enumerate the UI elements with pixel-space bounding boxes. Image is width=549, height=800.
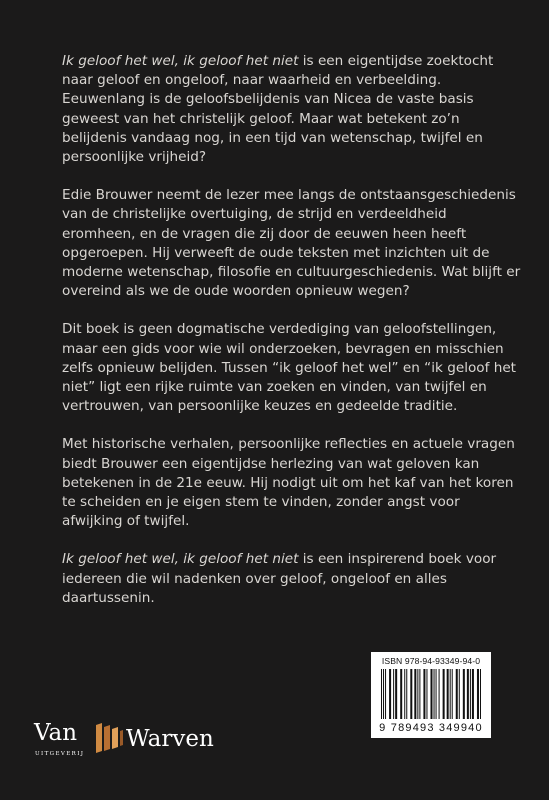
blurb-paragraph-2: Edie Brouwer neemt de lezer mee langs de ontstaansgeschiedenis van de christelijke overtuiging, de strijd en verdeeldheid eromheen, en de vragen die zij door de eeuwen heen heeft opgeroepen. Hij verweeft de oude teksten met inzichten uit de moderne wetenschap, filosofie en cultuurgeschiedenis. Wat blijft er overeind als we de oude woorden opnieuw wegen?: [62, 187, 521, 300]
barcode-bar: [385, 669, 386, 719]
barcode-bar: [472, 669, 474, 719]
logo-mark-icon: [94, 721, 124, 755]
isbn-barcode: [371, 652, 491, 738]
back-cover-blurb: [62, 52, 522, 627]
barcode-bar: [381, 669, 382, 719]
barcode-bar: [452, 669, 453, 719]
barcode-bar: [478, 669, 479, 719]
blurb-paragraph-1-text: is een eigentijdse zoektocht naar geloof en ongeloof, naar waarheid en verbeelding. Eeuwenlang is de geloofsbelijdenis van Nicea de vaste basis geweest van het christelijk geloof. Maar wat betekent zo’n belijdenis vandaag nog, in een tijd van wetenschap, twijfel en persoonlijke vrijheid?: [62, 53, 494, 166]
barcode-bar: [426, 669, 427, 719]
barcode-bar: [480, 669, 481, 719]
barcode-bar: [395, 669, 397, 719]
blurb-paragraph-5-text: is een inspirerend boek voor iedereen die wil nadenken over geloof, ongeloof en alles daartussenin.: [62, 551, 497, 606]
barcode-bar: [434, 669, 435, 719]
logo-subtitle: UITGEVERIJ: [35, 751, 85, 757]
blurb-paragraph-3: Dit boek is geen dogmatische verdediging van geloofstellingen, maar een gids voor wie wil onderzoeken, bevragen en misschien zelfs opnieuw belijden. Tussen “ik geloof het wel” en “ik geloof het niet” ligt een rijke ruimte van zoeken en vinden, van twijfel en vertrouwen, van persoonlijke keuzes en gedeelde traditie.: [62, 321, 517, 415]
barcode-bars: [379, 669, 483, 721]
blurb-paragraph-1: [62, 52, 522, 167]
book-title-italic: Ik geloof het wel, ik geloof het niet: [62, 53, 299, 69]
barcode-bar: [439, 669, 440, 719]
book-title-italic: Ik geloof het wel, ik geloof het niet: [62, 551, 299, 568]
barcode-bar: [393, 669, 394, 719]
barcode-bar: [400, 669, 402, 719]
logo-word-van: Van: [34, 720, 78, 746]
barcode-bar: [414, 669, 416, 719]
barcode-bar: [447, 669, 449, 719]
barcode-bar: [436, 669, 437, 719]
barcode-bar: [389, 669, 391, 719]
barcode-bar: [470, 669, 471, 719]
barcode-bar: [423, 669, 425, 719]
logo-word-warven: Warven: [126, 726, 214, 752]
barcode-bar: [456, 669, 458, 719]
barcode-bar: [443, 669, 445, 719]
barcode-bar: [417, 669, 418, 719]
barcode-bar: [430, 669, 432, 719]
barcode-bar: [383, 669, 384, 719]
barcode-bar: [459, 669, 460, 719]
barcode-bar: [463, 669, 465, 719]
barcode-bar: [404, 669, 405, 719]
barcode-bar: [406, 669, 407, 719]
blurb-paragraph-5: [62, 550, 522, 608]
barcode-bar: [450, 669, 451, 719]
barcode-bar: [410, 669, 412, 719]
publisher-logo: [34, 718, 244, 768]
barcode-bar: [419, 669, 420, 719]
isbn-label: ISBN 978-94-93349-94-0: [381, 656, 481, 666]
blurb-paragraph-4: Met historische verhalen, persoonlijke reflecties en actuele vragen biedt Brouwer een eigentijdse herlezing van wat geloven kan betekenen in de 21e eeuw. Hij nodigt uit om het kaf van het koren te scheiden en je eigen stem te vinden, zonder angst voor afwijking of twijfel.: [62, 436, 515, 530]
barcode-digits: 9 789493 349940: [379, 722, 483, 734]
barcode-bar: [467, 669, 469, 719]
barcode-bar: [477, 669, 478, 719]
